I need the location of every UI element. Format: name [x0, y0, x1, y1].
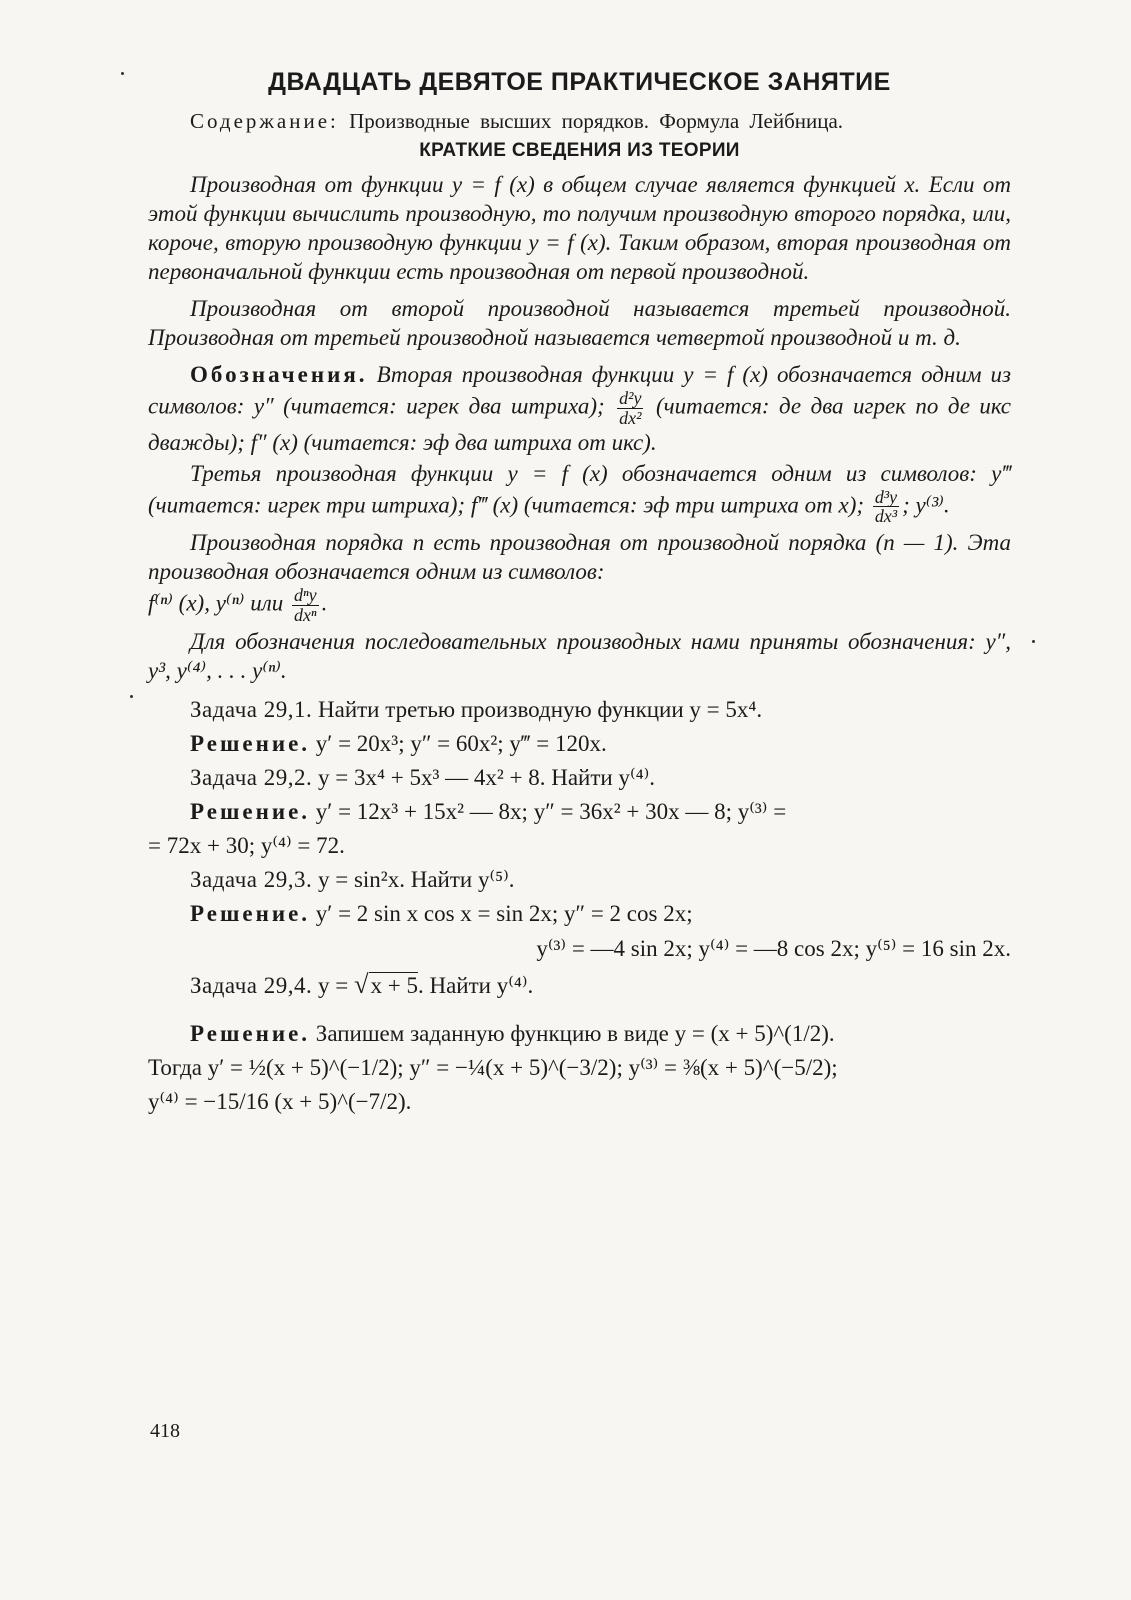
task-text-a: y = [318, 972, 349, 998]
fraction-numerator: dⁿy [294, 585, 317, 606]
solution-label: Решение. [190, 1020, 311, 1046]
speck-mark [1032, 640, 1035, 643]
task-text: y = sin²x. Найти y⁽⁵⁾. [318, 866, 515, 892]
task-label: Задача 29,4. [190, 972, 313, 998]
d3y-dx3-fraction [873, 488, 899, 527]
solution-29-2 [148, 795, 1011, 829]
nth-text-b: f⁽ⁿ⁾ (x), y⁽ⁿ⁾ или [148, 590, 284, 616]
contents-label: Содержание: [190, 109, 339, 133]
solution-29-3 [148, 897, 1011, 931]
notation-text-a: Вторая производная функции y = f (x) обозначается одним из символов: y″ (читается: игрек два штриха); [148, 362, 1012, 419]
notation-text-b: (читается: де два игрек по де икс дважды); f″ (x) (читается: эф два штриха от икс). [148, 393, 1012, 455]
solution-label: Решение. [190, 900, 311, 926]
task-29-3 [148, 863, 1011, 897]
page-number: 418 [150, 1420, 180, 1442]
contents-line [190, 109, 1011, 134]
solution-29-1 [148, 727, 1011, 761]
solution-29-4-last: y⁽⁴⁾ = −15/16 (x + 5)^(−7/2). [148, 1088, 412, 1114]
fraction-denominator: dx² [619, 407, 642, 428]
radical-sign: √ [353, 968, 369, 999]
solution-text: y′ = 12x³ + 15x² — 8x; y″ = 36x² + 30x — 8; y⁽³⁾ = [315, 798, 787, 824]
solution-label: Решение. [190, 798, 311, 824]
task-29-4 [148, 967, 1011, 1003]
task-label: Задача 29,3. [190, 866, 313, 892]
solution-text: y′ = 2 sin x cos x = sin 2x; y″ = 2 cos 2x; [315, 900, 693, 926]
sequence-paragraph: Для обозначения последовательных производных нами приняты обозначения: y″, y³, y⁽⁴⁾, . . . y⁽ⁿ⁾. [148, 628, 1011, 683]
solution-29-2-cont: = 72x + 30; y⁽⁴⁾ = 72. [148, 832, 345, 858]
dny-dxn-fraction [292, 586, 319, 625]
fraction-numerator: d³y [874, 486, 898, 507]
solution-label: Решение. [190, 730, 311, 756]
task-29-2 [148, 761, 1011, 795]
notation-paragraph [148, 360, 1011, 457]
solution-29-4-then: Тогда y′ = ½(x + 5)^(−1/2); y″ = −¼(x + 5)^(−3/2); y⁽³⁾ = ⅜(x + 5)^(−5/2); [148, 1054, 838, 1080]
solution-text: y′ = 20x³; y″ = 60x²; y‴ = 120x. [315, 730, 607, 756]
nth-derivative-paragraph [148, 528, 1011, 625]
nth-text-c: . [321, 590, 328, 616]
task-label: Задача 29,1. [190, 696, 313, 722]
section-subtitle: КРАТКИЕ СВЕДЕНИЯ ИЗ ТЕОРИИ [419, 140, 740, 161]
task-29-1 [148, 693, 1011, 727]
third-text-a: Третья производная функции y = f (x) обозначается одним из символов: y‴ (читается: игрек три штриха); f‴ (x) (читается: эф три штриха от x); [148, 460, 1011, 518]
fraction-denominator: dxⁿ [294, 605, 317, 626]
theory-paragraph-1: Производная от функции y = f (x) в общем случае является функцией x. Если от этой функции вычислить производную, то получим производную второго порядка, или, короче, вторую производную функции y = f (x). Таким образом, вторая производная от первоначальной функции есть производная от первой производной. [148, 172, 1011, 284]
task-label: Задача 29,2. [190, 764, 313, 790]
solution-29-4 [148, 1017, 1011, 1051]
speck-mark [121, 72, 124, 75]
fraction-numerator: d²y [619, 388, 642, 408]
solution-text: Запишем заданную функцию в виде y = (x + 5)^(1/2). [315, 1020, 835, 1046]
task-text: Найти третью производную функции y = 5x⁴. [318, 696, 763, 722]
task-text-b: . Найти y⁽⁴⁾. [417, 972, 534, 998]
contents-text: Производные высших порядков. Формула Лейбница. [349, 109, 844, 133]
theory-paragraph-2: Производная от второй производной называется третьей производной. Производная от третьей производной называется четвертой производной и т. д. [148, 296, 1011, 350]
task-text: y = 3x⁴ + 5x³ — 4x² + 8. Найти y⁽⁴⁾. [318, 764, 656, 790]
third-derivative-paragraph [148, 459, 1011, 527]
third-text-b: ; y⁽³⁾. [902, 492, 950, 518]
notation-label: Обозначения. [190, 362, 368, 387]
d2y-dx2-fraction [617, 389, 643, 428]
radicand: x + 5 [370, 972, 418, 998]
solution-29-3-cont: y⁽³⁾ = —4 sin 2x; y⁽⁴⁾ = —8 cos 2x; y⁽⁵⁾ = 16 sin 2x. [536, 935, 1011, 961]
nth-text-a: Производная порядка n есть производная от производной порядка (n — 1). Эта производная обозначается одним из символов: [148, 530, 1011, 585]
speck-mark [130, 695, 133, 698]
page-title: ДВАДЦАТЬ ДЕВЯТОЕ ПРАКТИЧЕСКОЕ ЗАНЯТИЕ [268, 68, 891, 96]
fraction-denominator: dx³ [874, 506, 898, 527]
